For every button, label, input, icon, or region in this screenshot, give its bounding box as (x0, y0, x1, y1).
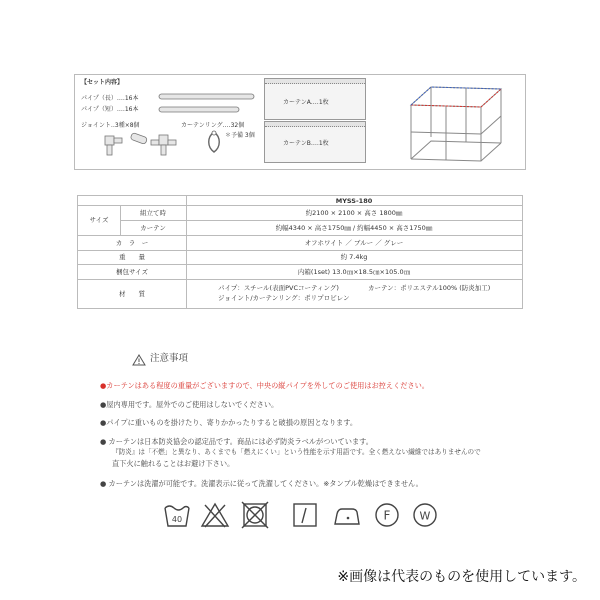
pipes-illustration (157, 91, 257, 121)
model-number: MYSS-180 (335, 197, 373, 205)
size-label: サイズ (89, 216, 109, 224)
spare-note: ＊予備 3個 (225, 132, 255, 139)
note-avoid-fire: 直下火に触れることはお避け下さい。 (112, 459, 235, 468)
weight-label: 重 量 (119, 253, 145, 261)
wet-clean-w-icon (410, 500, 440, 530)
color-label: カ ラ ー (115, 239, 149, 247)
curtain-ring-label: カーテンリング‥‥32個 (181, 122, 245, 129)
set-contents-heading: 【セット内容】 (81, 79, 124, 86)
curtain-a-panel (264, 78, 366, 120)
dry-clean-f-icon (372, 500, 402, 530)
spec-table (77, 195, 523, 309)
curtain-b-label: カーテンB‥‥1枚 (283, 140, 329, 147)
wash-40-icon (162, 500, 192, 530)
line-dry-icon (290, 500, 320, 530)
material-curtain: カーテン：ポリエステル100% (防炎加工) (368, 284, 491, 292)
curtain-ring-illustration (203, 129, 225, 155)
material-pipe: パイプ：スチール(表面PVCコーティング) (218, 284, 339, 292)
assembled-label: 組立て時 (140, 209, 166, 217)
svg-text:W: W (419, 509, 431, 523)
pipe-long-label: パイプ（長）‥‥16本 (81, 95, 139, 102)
footer-disclaimer: ※画像は代表のものを使用しています。 (337, 569, 586, 585)
note-washable: ● カーテンは洗濯が可能です。洗濯表示に従って洗濯してください。※タンブル乾燥はできません。 (100, 479, 423, 488)
curtain-b-panel (264, 121, 366, 163)
joint-label: ジョイント‥3種×8個 (81, 122, 140, 129)
note-flame-detail: 『防炎』は「不燃」と異なり、あくまでも「燃えにくい」という性能を示す用語です。全く燃えない繊維ではありませんので (112, 448, 481, 456)
color-value: オフホワイト ／ ブルー ／ グレー (304, 239, 404, 247)
package-label: 梱包サイズ (116, 268, 148, 276)
assembled-value: 約2100 × 2100 × 高さ 1800㎜ (305, 209, 403, 217)
notes-title: 注意事項 (150, 353, 189, 364)
weight-value: 約 7.4kg (340, 253, 368, 261)
pipe-short-label: パイプ（短）‥‥16本 (81, 106, 139, 113)
note-heavy-items: ●パイプに重いものを掛けたり、寄りかかったりすると破損の原因となります。 (100, 418, 358, 427)
note-indoor-only: ●屋内専用です。屋外でのご使用はしないでください。 (100, 400, 279, 409)
material-joint: ジョイント/カーテンリング：ポリプロピレン (218, 294, 350, 302)
no-tumble-dry-icon (240, 500, 270, 530)
frame-illustration (391, 77, 519, 167)
note-flame-retardant: ● カーテンは日本防炎協会の認定品です。商品には必ず防炎ラベルがついています。 (100, 437, 373, 446)
set-contents-box (74, 74, 526, 170)
note-center-pipe: ●カーテンはある程度の重量がございますので、中央の縦パイプを外してのご使用はお控えください。 (100, 381, 429, 390)
wash-temp: 40 (171, 515, 183, 524)
svg-text:F: F (383, 508, 391, 523)
material-label: 材 質 (119, 290, 145, 298)
curtain-size-label: カーテン (140, 224, 166, 232)
warning-icon (132, 354, 146, 366)
curtain-a-label: カーテンA‥‥1枚 (283, 99, 329, 106)
low-iron-icon (332, 500, 362, 530)
joints-illustration (103, 130, 193, 162)
package-value: 内箱(1set) 13.0㎝×18.5㎝×105.0㎝ (297, 268, 411, 276)
no-bleach-icon (200, 500, 230, 530)
curtain-size-value: 約幅4340 × 高さ1750㎜ / 約幅4450 × 高さ1750㎜ (275, 224, 433, 232)
